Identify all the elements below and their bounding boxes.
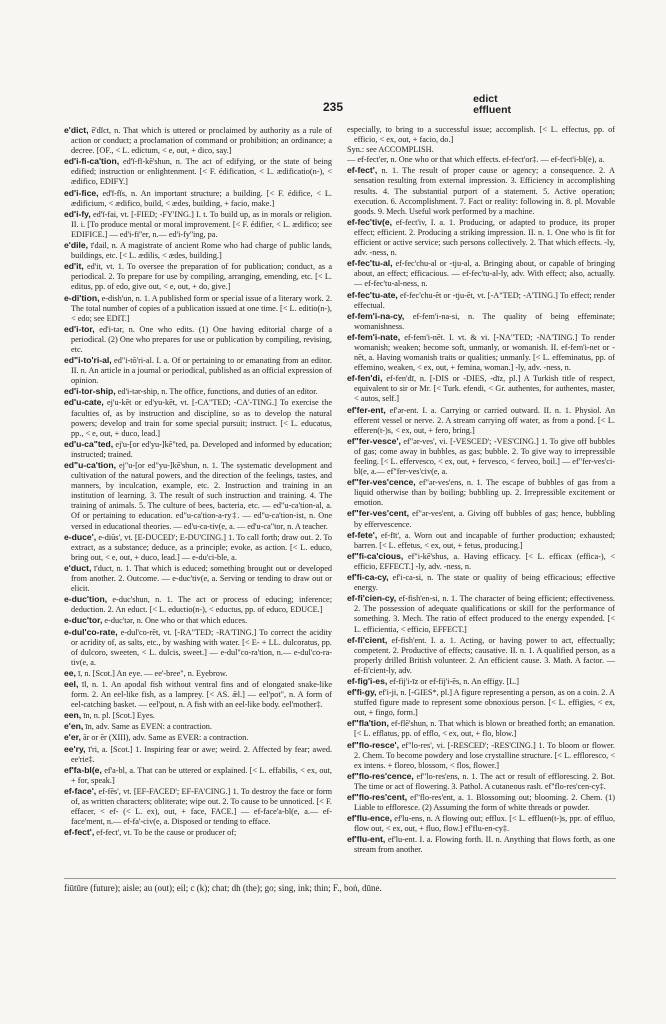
dictionary-entry — [64, 240, 332, 261]
entry-headword: ef'flu-ence, — [347, 813, 393, 824]
entry-headword: ed'i-fi-ca'tion, — [64, 156, 120, 167]
dictionary-entry — [347, 436, 615, 477]
dictionary-entry — [347, 813, 615, 834]
entry-definition: e-duc'shun, n. 1. The act or process of educing; inference; deduction. 2. An educt. [< L. eductio(n-), < eductus, pp. of educo, EDUCE.] — [71, 595, 332, 615]
entry-definition: ef'lu-ent. I. a. Flowing forth. II. n. Anything that flows forth, as one stream from another. — [354, 835, 615, 855]
entry-definition: ī'ri, a. [Scot.] 1. Inspiring fear or awe; weird. 2. Affected by fear; awed. ee'rie‡. — [71, 744, 332, 764]
entry-headword: ee'ry, — [64, 743, 86, 754]
dictionary-entry — [347, 332, 615, 373]
guide-word-first: edict — [473, 93, 498, 105]
entry-headword: ef-fem'i-nate, — [347, 331, 401, 342]
entry-headword: ef-fig'i-es, — [347, 675, 388, 686]
entry-headword: ef'fi-ca-cy, — [347, 572, 389, 583]
entry-headword: e'dile, — [64, 240, 89, 251]
dictionary-entry — [64, 156, 332, 187]
dictionary-entry — [347, 217, 615, 258]
dictionary-entry — [64, 532, 332, 563]
entry-definition: ef"ər-ves'ens, n. 1. The escape of bubbles of gas from a liquid otherwise than by boiling; bubbling up. 2. Irrepressible excitement or emotion. — [354, 478, 615, 508]
entry-headword: ef-fen'di, — [347, 373, 383, 384]
entry-definition: ef'i-ji, n. [-GIES*, pl.] A figure representing a person, as on a coin. 2. A stuffed figure made to represent some obnoxious person. [< L. effigies, < ex, out, + fingo, form.] — [354, 688, 615, 718]
dictionary-entry — [347, 373, 615, 404]
dictionary-entry — [64, 732, 332, 743]
entry-definition: n. 1. The result of proper cause or agency; a consequence. 2. A sensation resulting from external impression. 3. Efficiency in accomplishing results. 4. The substantial purport of a statement. 5. Active operation; execution. 6. Accomplishment. 7. Fact or reality: following in. 8. pl. Movable goods. 9. Mech. Useful work performed by a machine. — [354, 166, 615, 216]
left-column — [64, 125, 332, 863]
dictionary-entry — [64, 615, 332, 626]
entry-definition: e-duc'tər, n. One who or that which educes. — [104, 616, 248, 626]
dictionary-entry — [64, 397, 332, 438]
dictionary-entry — [64, 668, 332, 679]
entry-definition: e-diūs', vt. [E-DUCED'; E-DU'CING.] 1. To call forth; draw out. 2. To extract, as a substance; deduce, as a principle; evoke, as action. [< L. educo, bring out, < e, out, + duco, lead.] — e-du'ci-ble, a. — [71, 532, 332, 562]
entry-headword: ef-fec'tu-ate, — [347, 289, 398, 300]
dictionary-entry — [347, 593, 615, 634]
entry-definition: ef"ər-ves'ent, a. Giving off bubbles of gas; hence, bubbling by effervescence. — [354, 509, 615, 529]
entry-definition: īl, n. 1. An apodal fish without ventral fins and of elongated snake-like form. 2. An eel-like fish, as a lamprey. [< AS. ǣl.] — eel'pot", n. A form of eel-catching basket. — eel'pout, n. A fish with an eel-like body. eel'mother‡. — [71, 679, 332, 710]
entry-headword: ef-fec'tiv(e, — [347, 216, 393, 227]
entry-headword: ef"fla'tion, — [347, 718, 389, 729]
entry-definition: ef"ər-ves', vi. [-VESCED'; -VES'CING.] 1. To give off bubbles of gas; come away in bubbles, as gas; bubble. 2. To give way to irrepressible feeling. [< L. effervesco, < ex, out, + fervesco, < ferveo, boil.] — ef"fer-ves'ci-bl(e, a.— ef"fer-ves'civ(e, a. — [354, 436, 615, 477]
dictionary-entry — [347, 477, 615, 508]
entry-definition: ef-fij'i-īz or ef-fij'i-ēs, n. An effigy. [L.] — [389, 676, 519, 686]
entry-definition: ef-fish'ent. I. a. 1. Acting, or having power to act, effectually; competent. 2. Productive of effects; causative. II. n. 1. A qualified person, as a properly drilled British volunteer. 2. An efficient cause. 3. Math. A factor. — ef-fi'cient-ly, adv. — [354, 635, 615, 675]
entry-headword: e'duct, — [64, 562, 92, 573]
entry-headword: e-duc'tion, — [64, 594, 108, 605]
entry-definition: ef-fect'iv, I. a. 1. Producing, or adapted to produce, its proper effect; efficient. 2. Producing a striking impression. II. n. 1. One who is fit for efficient or active service; such persons collectively. 2. That which effects. -ly, adv. -ness, n. — [354, 217, 615, 258]
dictionary-entry — [64, 386, 332, 397]
dictionary-entry — [347, 718, 615, 739]
entry-definition: ed'ĭ-fai, vt. [-FIED; -FY'ING.] I. t. To build up, as in morals or religion. II. i. [To produce mental or moral improvement. [< F. édifier, < L. ædifico; see EDIFICE.] — ed'i-fi''er, n.— ed'i-fy''ing, pa. — [71, 209, 332, 239]
entry-headword: ed'i-tor, — [64, 323, 95, 334]
entry-definition: īn, n. pl. [Scot.] Eyes. — [83, 711, 155, 721]
dictionary-entry — [347, 258, 615, 289]
dictionary-entry — [347, 834, 615, 855]
dictionary-entry — [64, 261, 332, 292]
dictionary-entry — [347, 572, 615, 593]
entry-headword: ef"fer-vesce', — [347, 435, 401, 446]
entry-definition: ef"lo-res', vi. [-RESCED'; -RES'CING.] 1. To bloom or flower. 2. Chem. To become powdery and lose crystalline structure. [< L. effloresco, < ex intens. + floreo, blossom, < flos, flower.] — [354, 740, 615, 770]
dictionary-entry — [64, 594, 332, 615]
entry-definition: ed'i-tər-ship, n. The office, functions, and duties of an editor. — [117, 387, 318, 397]
dictionary-entry — [64, 209, 332, 240]
dictionary-entry — [347, 551, 615, 572]
entry-definition: ef-flē'shun, n. That which is blown or breathed forth; an emanation. [< L. efflatus, pp. of efflo, < ex, out, + flo, blow.] — [354, 719, 615, 739]
dictionary-entry — [64, 744, 332, 765]
entry-headword: ed'it, — [64, 261, 84, 272]
entry-definition: ef'ər-ent. I. a. Carrying or carried outward. II. n. 1. Physiol. An efferent vessel or nerve. 2. A stream carrying off water, as from a pond. [< L. efferen(t-)s, < ex, out, + fero, bring.] — [354, 405, 615, 435]
entry-definition: ef"lo-res'ens, n. 1. The act or result of efflorescing. 2. Bot. The time or act of flowering. 3. Pathol. A cutaneous rash. ef"flo-res'cen-cy‡. — [354, 771, 615, 791]
entry-headword: ef'fi-gy, — [347, 687, 377, 698]
entry-definition: ī'duct, n. 1. That which is educed; something brought out or developed from another. 2. Outcome. — e-duc'tiv(e, a. Serving or tending to draw out or elicit. — [71, 563, 332, 594]
right-column — [347, 125, 615, 863]
entry-definition: ef'a-bl, a. That can be uttered or explained. [< L. effabilis, < ex, out, + for, speak.] — [71, 765, 332, 785]
entry-headword: ef'fer-ent, — [347, 404, 386, 415]
pronunciation-key: fiūtūre (future); aisle; au (out); eil; c (k); chat; dh (the); go; sing, ink; thin; F., boṅ, dūne. — [64, 878, 616, 894]
entry-headword: ef-face', — [64, 785, 97, 796]
guide-word-last: effluent — [473, 104, 511, 116]
entry-headword: een, — [64, 710, 82, 721]
dictionary-entry — [64, 293, 332, 324]
entry-definition: ī'dail, n. A magistrate of ancient Rome who had charge of public lands, buildings, etc. [< L. ædilis, < ædes, building.] — [71, 241, 332, 261]
entry-headword: ed'i-fice, — [64, 187, 99, 198]
entry-definition: ej'u-kēt or ed'yu-kēt, vt. [-CA"TED; -CA'-TING.] To exercise the faculties of, as by instruction and discipline, so as to develop the natural powers; develop and train for some special pursuit; instruct. [< L. educatus, pp., < e, out, + duco, lead.] — [71, 398, 332, 438]
dictionary-entry — [64, 765, 332, 786]
dictionary-entry — [347, 530, 615, 551]
entry-headword: ed"u-ca'tion, — [64, 460, 116, 470]
entry-definition: ef-fīt', a. Worn out and incapable of further production; exhausted; barren. [< L. effetus, < ex, out, + fetus, producing.] — [354, 530, 615, 550]
entry-definition: īn, adv. Same as EVEN: a contraction. — [85, 722, 212, 732]
entry-definition: e-dish'un, n. 1. A published form or special issue of a literary work. 2. The total number of copies of a publication issued at one time. [< L. editio(n-), < edo; see EDIT.] — [71, 293, 332, 323]
dictionary-entry — [347, 165, 615, 216]
dictionary-entry — [64, 460, 332, 532]
entry-definition: ef-fect', vt. To be the cause or producer of; — [96, 828, 237, 838]
guide-words — [473, 94, 511, 116]
entry-headword: e-duce', — [64, 531, 97, 542]
dictionary-entry — [347, 771, 615, 792]
dictionary-entry — [347, 687, 615, 718]
dictionary-entry — [347, 311, 615, 332]
entry-headword: e'dict, — [64, 125, 89, 135]
dictionary-entry — [347, 508, 615, 529]
entry-definition: ef-fem'i-nēt. I. vt. & vi. [-NA"TED; -NA'TING.] To render womanish; weaken; become soft, unmanly, or womanish. II. ef-fem'i-net or -nēt, a. Having womanish traits or qualities; unmanly. [< L. effeminatus, pp. of effemino, weaken, < ex, out, + femina, woman.] -ly, adv. -ness, n. — [354, 332, 615, 373]
entry-definition: ed'it, vt. 1. To oversee the preparation of for publication; conduct, as a periodical. 2. To prepare for use by compiling, arranging, emending, etc. [< L. editus, pp. of edo, give out, < e, out, + do, give.] — [71, 262, 332, 292]
dictionary-entry — [347, 676, 615, 687]
entry-headword: ef-fect', — [347, 165, 378, 176]
page-number: 235 — [322, 100, 344, 114]
entry-headword: ef'flu-ent, — [347, 834, 386, 845]
dictionary-entry — [347, 740, 615, 771]
entry-headword: ed'u-cate, — [64, 397, 104, 408]
entry-headword: ef"fi-ca'cious, — [347, 550, 404, 561]
entry-headword: ef'fa-bl(e, — [64, 764, 102, 775]
dictionary-entry — [64, 439, 332, 460]
entry-headword: ef-fete', — [347, 529, 378, 540]
entry-definition: ār or ēr (XIII), adv. Same as EVER: a contraction. — [82, 733, 249, 743]
dictionary-entry — [64, 721, 332, 732]
entry-definition: especially, to bring to a successful issue; accomplish. [< L. effectus, pp. of efficio, < ex, out, + facio, do.] — [347, 125, 615, 145]
dictionary-entry — [64, 679, 332, 710]
entry-definition: ed'ĭ-fĭ-kē'shun, n. The act of edifying, or the state of being edified; instruction or enlightenment. [< F. édification, < L. ædificatio(n-), < ædifico, EDIFY.] — [71, 157, 332, 187]
dictionary-entry — [64, 827, 332, 838]
entry-definition: ed"i-tō'ri-al. I. a. Of or pertaining to or emanating from an editor. II. n. An article in a journal or periodical, published as an official expression of opinion. — [71, 356, 332, 386]
entry-headword: e'er, — [64, 732, 81, 743]
dictionary-entry — [347, 155, 615, 165]
entry-definition: ej"u-[or ed"yu-]kē'shun, n. 1. The systematic development and cultivation of the natural powers, and the direction of the feelings, tastes, and manners, by inculcation, example, etc. 2. Instruction and training in an institution of learning. 3. The result of such instruction and training. 4. The training of animals. 5. The culture of bees, bacteria, etc. — ed"u-ca'tion-al, a. Of or pertaining to education. ed"u-ca'tion-a-ry‡. — ed"u-ca'tion-ist, n. One versed in educational theories. — ed'u-ca-tiv(e, a. — ed'u-ca"tor, n. A teacher. — [71, 461, 332, 531]
entry-headword: ef"fer-ves'cence, — [347, 477, 416, 488]
entry-definition: Syn.: see ACCOMPLISH. — [347, 145, 434, 155]
dictionary-entry — [64, 324, 332, 355]
entry-definition: ef-fish'en-si, n. 1. The character of being efficient; effectiveness. 2. The possession of adequate qualifications or skill for the performance of something. 3. Mech. The ratio of effect produced to the energy expended. [< L. efficientia, < efficio, EFFECT.] — [354, 594, 615, 634]
dictionary-entry — [64, 627, 332, 668]
entry-headword: eel, — [64, 678, 79, 689]
dictionary-entry — [64, 355, 332, 386]
entry-definition: ef'i-ca-si, n. The state or quality of being efficacious; effective energy. — [354, 573, 615, 593]
dictionary-entry — [64, 786, 332, 827]
entry-definition: ef-fen'dī, n. [-DIS or -DIES, -dīz, pl.] A Turkish title of respect, equivalent to sir or Mr. [< Turk. efendi, < Gr. authentes, for authentes, master, < autos, self.] — [354, 374, 615, 404]
entry-headword: ef-fect', — [64, 827, 95, 838]
dictionary-entry — [347, 635, 615, 676]
entry-headword: ef"flo-res'cent, — [347, 792, 408, 802]
entry-definition: ef-fec'chu-ēt or -tju-ēt, vt. [-A"TED; -A'TING.] To effect; render effectual. — [354, 290, 615, 310]
entry-headword: ed'i-tor-ship, — [64, 386, 116, 397]
dictionary-entry — [64, 125, 332, 156]
entry-headword: ef-fi'cient, — [347, 634, 388, 645]
dictionary-entry — [64, 563, 332, 594]
dictionary-entry — [64, 710, 332, 721]
entry-definition: ed'i-tər, n. One who edits. (1) One having editorial charge of a periodical. (2) One who prepares for use or publication by compiling, revising, etc. — [71, 324, 332, 354]
entry-headword: e-duc'tor, — [64, 615, 103, 626]
entry-headword: e'en, — [64, 721, 84, 732]
dictionary-entry — [347, 792, 615, 813]
entry-definition: ef-fēs', vt. [EF-FACED'; EF-FA'CING.] 1. To destroy the face or form of, as written characters; obliterate; wipe out. 2. To cause to be unnoticed. [< F. effacer, < ef- (< L. ex), out, + face, FACE.] — ef-face'a-bl(e, a.— ef-face'ment, n.— ef-fa'-civ(e, a. Disposed or tending to efface. — [71, 786, 332, 827]
entry-headword: ed'i-fy, — [64, 208, 91, 219]
entry-headword: ef-fec'tu-al, — [347, 258, 393, 269]
entry-definition: e-dul'co-rēt, vt. [-RA"TED; -RA'TING.] To correct the acidity or acridity of, as salts, etc., by washing with water. [< E- + LL. dulcoratus, pp. of dulcoro, sweeten, < L. dulcis, sweet.] — e-dul"co-ra'tion, n.— e-dul'co-ra-tiv(e, a. — [71, 627, 332, 667]
entry-definition: ef-fem'i-na-si, n. The quality of being effeminate; womanishness. — [354, 311, 615, 331]
entry-definition: ef"flo-res'ent, a. 1. Blossoming out; blooming. 2. Chem. (1) Liable to effloresce. (2) Assuming the form of white threads or powder. — [354, 793, 615, 813]
entry-headword: ef"fer-ves'cent, — [347, 508, 410, 519]
dictionary-entry — [347, 145, 615, 155]
entry-headword: ef"flo-res'cence, — [347, 770, 414, 781]
dictionary-entry — [64, 188, 332, 209]
entry-headword: ed"i-to'ri-al, — [64, 355, 112, 366]
entry-headword: ef-fem'i-na-cy, — [347, 310, 405, 321]
entry-headword: e-di'tion, — [64, 292, 100, 303]
entry-definition: ej'u-[or ed'yu-]kē"ted, pa. Developed and informed by education; instructed; trained. — [71, 439, 332, 459]
entry-headword: ef"flo-resce', — [347, 739, 399, 750]
entry-definition: ī, n. [Scot.] An eye. — ee'-bree", n. Eyebrow. — [78, 668, 228, 678]
entry-definition: ed'ĭ-fĭs, n. An important structure; a building. [< F. édifice, < L. ædificium, < ædifico, build, < ædes, building, + facio, make.] — [71, 188, 332, 208]
dictionary-entry — [347, 125, 615, 145]
dictionary-entry — [347, 290, 615, 311]
dictionary-entry — [347, 405, 615, 436]
entry-definition: ef"i-kē'shus, a. Having efficacy. [< L. efficax (effica-), < efficio, EFFECT.] -ly, adv. -ness, n. — [354, 551, 615, 571]
entry-definition: — ef-fect'er, n. One who or that which effects. ef-fect'or‡. — ef-fect'i-bl(e), a. — [347, 155, 605, 165]
entry-headword: e-dul'co-rate, — [64, 626, 118, 637]
entry-headword: ed'u-ca"ted, — [64, 438, 114, 449]
entry-headword: ef-fi'cien-cy, — [347, 593, 397, 604]
entry-headword: ee, — [64, 667, 76, 678]
entry-definition: ē'dĭct, n. That which is uttered or proclaimed by authority as a rule of action or conduct; a proclamation of command or prohibition; an ordinance; a decree. [OF., < L. edictum, < e, out, + dico, say.] — [71, 126, 332, 156]
entry-definition: ef'lu-ens, n. A flowing out; efflux. [< L. effluen(t-)s, ppr. of effluo, flow out, < ex, out, + fluo, flow.] ef'flu-en-cy‡. — [354, 814, 615, 834]
entry-definition: ef-fec'chu-al or -tju-al, a. Bringing about, or capable of bringing about, an effect; efficacious. — ef-fec'tu-al-ly, adv. With effect; also, actually. — ef-fec'tu-al-ness, n. — [354, 259, 615, 289]
